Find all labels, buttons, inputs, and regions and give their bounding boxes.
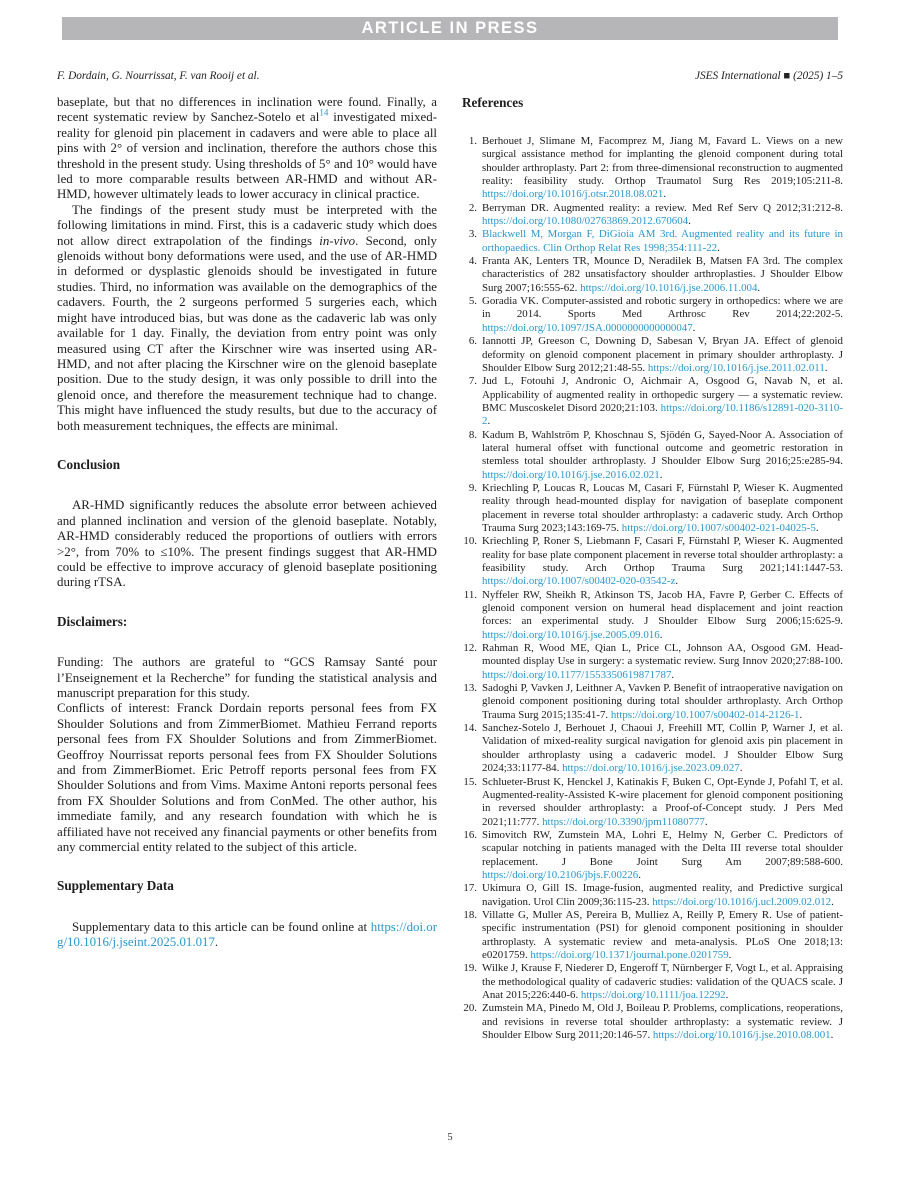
article-in-press-banner: ARTICLE IN PRESS	[62, 17, 838, 40]
doi-link[interactable]: https://doi.org/10.1016/j.ucl.2009.02.012	[652, 895, 832, 908]
citation-link-14[interactable]: 14	[319, 108, 329, 119]
paragraph-funding: Funding: The authors are grateful to “GCS Ramsay Santé pour l’Enseignement et la Recherche” for funding the statistical analysis and manuscript preparation for this study.	[57, 655, 437, 700]
reference-number: 10.	[463, 535, 477, 548]
reference-number: 17.	[463, 882, 477, 895]
references-list	[462, 135, 843, 1042]
reference-number: 16.	[463, 828, 477, 841]
doi-link[interactable]: Blackwell M, Morgan F, DiGioia AM 3rd. Augmented reality and its future in orthopaedics. Clin Orthop Relat Res 1998;354:111-22	[482, 228, 843, 254]
reference-item: 18. Villatte G, Muller AS, Pereira B, Mulliez A, Reilly P, Emery R. Use of patient-specific instrumentation (PSI) for glenoid component positioning in shoulder arthroplasty. A systematic review and meta-analysis. PLoS One 2018;13: e0201759. https://doi.org/10.1371/journal.pone.0201759.	[463, 908, 843, 961]
section-heading-conclusion: Conclusion	[57, 456, 121, 472]
reference-item: 2. Berryman DR. Augmented reality: a review. Med Ref Serv Q 2012;31:212-8. https://doi.org/10.1080/02763869.2012.670604.	[462, 202, 843, 229]
reference-number: 18.	[463, 908, 477, 921]
reference-item: 10. Kriechling P, Roner S, Liebmann F, Casari F, Fürnstahl P, Wieser K. Augmented reality for base plate component placement in reverse total shoulder arthroplasty: a feasibility study. Arch Orthop Trauma Surg 2021;141:1447-53. https://doi.org/10.1007/s00402-020-03542-z.	[463, 535, 843, 588]
reference-number: 9.	[468, 481, 477, 494]
body-text: Supplementary data to this article can be found online at	[72, 919, 371, 934]
section-heading-supplementary-data: Supplementary Data	[57, 878, 174, 894]
doi-link[interactable]: https://doi.org/10.1186/s12891-020-3110-2	[482, 401, 843, 428]
section-heading-references: References	[462, 95, 524, 110]
doi-link[interactable]: https://doi.org/10.1007/s00402-020-03542-z	[482, 575, 676, 588]
section-heading-disclaimers: Disclaimers:	[57, 613, 128, 629]
reference-number: 8.	[468, 428, 477, 441]
doi-link[interactable]: https://doi.org/10.1016/j.jse.2011.02.011	[647, 361, 825, 374]
reference-number: 5.	[468, 295, 477, 308]
reference-item: 4. Franta AK, Lenters TR, Mounce D, Neradilek B, Matsen FA 3rd. The complex characteristics of 282 unsatisfactory shoulder arthroplasties. J Shoulder Elbow Surg 2007;16:555-62. https://doi.org/10.1016/j.jse.2006.11.004.	[462, 255, 843, 295]
reference-number: 7.	[468, 375, 477, 388]
reference-item: 12. Rahman R, Wood ME, Qian L, Price CL, Johnson AA, Osgood GM. Head-mounted display Use in surgery: a systematic review. Surg Innov 2020;27:88-100. https://doi.org/10.1177/1553350619871787.	[463, 642, 843, 681]
reference-item: 5. Goradia VK. Computer-assisted and robotic surgery in orthopedics: where we are in 2014. Sports Med Arthrosc Rev 2014;22:202-5. https://doi.org/10.1097/JSA.0000000000000047.	[462, 295, 843, 335]
reference-number: 4.	[468, 255, 477, 268]
reference-item: 16. Simovitch RW, Zumstein MA, Lohri E, Helmy N, Gerber C. Predictors of scapular notching in patients managed with the Delta III reverse total shoulder replacement. J Bone Joint Surg Am 2007;89:588-600. https://doi.org/10.2106/jbjs.F.00226.	[463, 828, 843, 881]
reference-number: 12.	[463, 642, 477, 655]
italic-term-in-vivo: in-vivo	[319, 233, 356, 248]
reference-number: 6.	[468, 335, 477, 348]
doi-link[interactable]: https://doi.org/10.1016/j.jse.2023.09.027	[562, 762, 740, 775]
two-column-layout	[57, 95, 843, 1042]
reference-number: 2.	[468, 201, 477, 214]
doi-link[interactable]: https://doi.org/10.1016/j.jse.2016.02.021	[482, 468, 660, 481]
doi-link[interactable]: https://doi.org/10.1097/JSA.0000000000000047	[482, 321, 693, 334]
doi-link[interactable]: https://doi.org/10.1080/02763869.2012.670604	[482, 215, 689, 228]
page-number: 5	[447, 1132, 453, 1143]
doi-link[interactable]: https://doi.org/10.1016/j.otsr.2018.08.021	[482, 188, 664, 201]
doi-link[interactable]: https://doi.org/10.1016/j.jse.2010.08.001	[652, 1029, 831, 1042]
doi-link[interactable]: https://doi.org/10.1371/journal.pone.0201759	[530, 948, 729, 961]
doi-link[interactable]: https://doi.org/10.1016/j.jse.2005.09.016	[482, 628, 660, 641]
supplementary-doi-link[interactable]: https://doi.org/10.1016/j.jseint.2025.01.017	[57, 919, 437, 950]
reference-item: 13. Sadoghi P, Vavken J, Leithner A, Vavken P. Benefit of intraoperative navigation on glenoid component positioning during total shoulder arthroplasty. Arch Orthop Trauma Surg 2015;135:41-7. https://doi.org/10.1007/s00402-014-2126-1.	[463, 682, 843, 721]
reference-item: 3. Blackwell M, Morgan F, DiGioia AM 3rd. Augmented reality and its future in orthopaedics. Clin Orthop Relat Res 1998;354:111-22.	[462, 228, 843, 255]
doi-link[interactable]: https://doi.org/10.2106/jbjs.F.00226	[482, 868, 639, 881]
paragraph-conclusion: AR-HMD significantly reduces the absolute error between achieved and planned inclination and version of the glenoid baseplate. Notably, AR-HMD considerably reduced the proportions of outliers with errors >2°, from 70% to ≤10%. The present findings suggest that AR-HMD could be effective to improve accuracy of glenoid baseplate positioning during rTSA.	[57, 498, 437, 590]
doi-link[interactable]: https://doi.org/10.3390/jpm11080777	[542, 815, 705, 828]
reference-number: 13.	[463, 682, 477, 695]
reference-item: 1. Berhouet J, Slimane M, Facomprez M, Jiang M, Favard L. Views on a new surgical assistance method for implanting the glenoid component during total shoulder arthroplasty. Part 2: from three-dimensional reconstruction to augmented reality: feasibility study. Orthop Traumatol Surg Res 2019;105:211-8. https://doi.org/10.1016/j.otsr.2018.08.021.	[462, 135, 843, 202]
doi-link[interactable]: https://doi.org/10.1177/1553350619871787	[482, 668, 672, 681]
reference-item: 20. Zumstein MA, Pinedo M, Old J, Boileau P. Problems, complications, reoperations, and revisions in reverse total shoulder arthroplasty: a systematic review. J Shoulder Elbow Surg 2011;20:146-57. https://doi.org/10.1016/j.jse.2010.08.001.	[463, 1002, 843, 1042]
body-text: . Second, only glenoids without bony deformations were used, and the use of AR-HMD in deformed or dysplastic glenoids should be investigated in future studies. Third, no information was available on the demographics of the cadavers. Fourth, the 2 surgeons performed 5 surgeries each, which might have introduced bias, but was done as the cadaveric lab was only available for 1 day. Finally, the deviation from entry point was only measured using CT after the Kirschner wire was inserted using AR-HMD, and not after placing the Kirschner wire on the glenoid baseplate position. Due to the study design, it was only possible to drill into the glenoid once, and therefore the measurement technique had to change. This might have influenced the study results, but due to the accuracy of both measurement techniques, the effects are minimal.	[57, 233, 437, 433]
body-text: .	[214, 935, 219, 950]
reference-item: 11. Nyffeler RW, Sheikh R, Atkinson TS, Jacob HA, Favre P, Gerber C. Effects of glenoid component version on humeral head displacement and joint reaction forces: an experimental study. J Shoulder Elbow Surg 2006;15:625-9. https://doi.org/10.1016/j.jse.2005.09.016.	[463, 588, 843, 641]
reference-item: 19. Wilke J, Krause F, Niederer D, Engeroff T, Nürnberger F, Vogt L, et al. Appraising the methodological quality of cadaveric studies: validation of the QUACS scale. J Anat 2015;226:440-6. https://doi.org/10.1111/joa.12292.	[463, 962, 843, 1001]
doi-link[interactable]: https://doi.org/10.1016/j.jse.2006.11.004	[580, 281, 758, 294]
reference-item: 15. Schlueter-Brust K, Henckel J, Katinakis F, Buken C, Opt-Eynde J, Pofahl T, et al. Augmented-reality-Assisted K-wire placement for glenoid component positioning in reversed shoulder arthroplasty: a Proof-of-Concept study. J Pers Med 2021;11:777. https://doi.org/10.3390/jpm11080777.	[463, 775, 843, 828]
paragraph-supplementary	[57, 920, 437, 951]
paragraph-limitations	[57, 203, 437, 434]
reference-number: 19.	[463, 962, 477, 975]
running-head	[57, 70, 843, 82]
reference-item: 8. Kadum B, Wahlström P, Khoschnau S, Sjödén G, Sayed-Noor A. Association of lateral humeral offset with functional outcome and geometric restoration in stemless total shoulder arthroplasty. J Shoulder Elbow Surg 2016;25:e285-94. https://doi.org/10.1016/j.jse.2016.02.021.	[462, 429, 843, 482]
body-text: baseplate, but that no differences in inclination were found. Finally, a recent systematic review by Sanchez-Sotelo et al	[57, 95, 437, 125]
reference-number: 11.	[463, 588, 477, 601]
doi-link[interactable]: https://doi.org/10.1007/s00402-021-04025-5	[621, 521, 816, 534]
reference-number: 1.	[468, 135, 477, 147]
running-head-journal: JSES International ■ (2025) 1–5	[694, 70, 843, 82]
body-text: The findings of the present study must be interpreted with the following limitations in mind. First, this is a cadaveric study which does not allow direct extrapolation of the findings	[57, 202, 437, 248]
paragraph-conflicts: Conflicts of interest: Franck Dordain reports personal fees from FX Shoulder Solutions and from ZimmerBiomet. Mathieu Ferrand reports personal fees from FX Shoulder Solutions and from ZimmerBiomet. Geoffroy Nourrissat reports personal fees from FX Shoulder Solutions and from ZimmerBiomet. Eric Petroff reports personal fees from FX Shoulder Solutions and from Vims. Maxime Antoni reports personal fees from FX Shoulder Solutions and from ConMed. The other author, his immediate family, and any research foundation with which he is affiliated have not received any financial payments or other benefits from any commercial entity related to the subject of this article.	[57, 701, 437, 855]
running-head-authors: F. Dordain, G. Nourrissat, F. van Rooij et al.	[57, 70, 260, 82]
reference-number: 20.	[463, 1002, 477, 1015]
right-column	[462, 95, 843, 1042]
reference-item: 14. Sanchez-Sotelo J, Berhouet J, Chaoui J, Freehill MT, Collin P, Warner J, et al. Validation of mixed-reality surgical navigation for glenoid axis pin placement in shoulder arthroplasty using a cadaveric model. J Shoulder Elbow Surg 2024;33:1177-84. https://doi.org/10.1016/j.jse.2023.09.027.	[463, 722, 843, 775]
body-text: investigated mixed-reality for glenoid pin placement in cadavers and were able to place all pins with 2° of version and inclination, therefore the authors chose this threshold in the present study. Using thresholds of 5° and 10° would have led to more comparable results between AR-HMD and without AR-HMD, however ultimately leads to lower accuracy in clinical practice.	[57, 110, 438, 202]
reference-item: 7. Jud L, Fotouhi J, Andronic O, Aichmair A, Osgood G, Navab N, et al. Applicability of augmented reality in orthopedic surgery — a systematic review. BMC Muscoskelet Disord 2020;21:103. https://doi.org/10.1186/s12891-020-3110-2.	[462, 375, 843, 428]
doi-link[interactable]: https://doi.org/10.1111/joa.12292	[580, 989, 726, 1001]
reference-item: 6. Iannotti JP, Greeson C, Downing D, Sabesan V, Bryan JA. Effect of glenoid deformity on glenoid component placement in primary shoulder arthroplasty. J Shoulder Elbow Surg 2012;21:48-55. https://doi.org/10.1016/j.jse.2011.02.011.	[462, 335, 843, 375]
reference-number: 14.	[463, 722, 477, 735]
reference-item: 17. Ukimura O, Gill IS. Image-fusion, augmented reality, and Predictive surgical navigation. Urol Clin 2009;36:115-23. https://doi.org/10.1016/j.ucl.2009.02.012.	[463, 882, 843, 908]
doi-link[interactable]: https://doi.org/10.1007/s00402-014-2126-1	[610, 708, 800, 721]
reference-number: 15.	[463, 775, 477, 788]
paragraph-discussion-1	[57, 95, 437, 203]
reference-number: 3.	[468, 228, 477, 241]
left-column	[57, 95, 437, 1042]
reference-item: 9. Kriechling P, Loucas R, Loucas M, Casari F, Fürnstahl P, Wieser K. Augmented reality through head-mounted display for navigation of baseplate component placement in reverse total shoulder arthroplasty: a cadaveric study. Arch Orthop Trauma Surg 2023;143:169-75. https://doi.org/10.1007/s00402-021-04025-5.	[462, 482, 843, 535]
